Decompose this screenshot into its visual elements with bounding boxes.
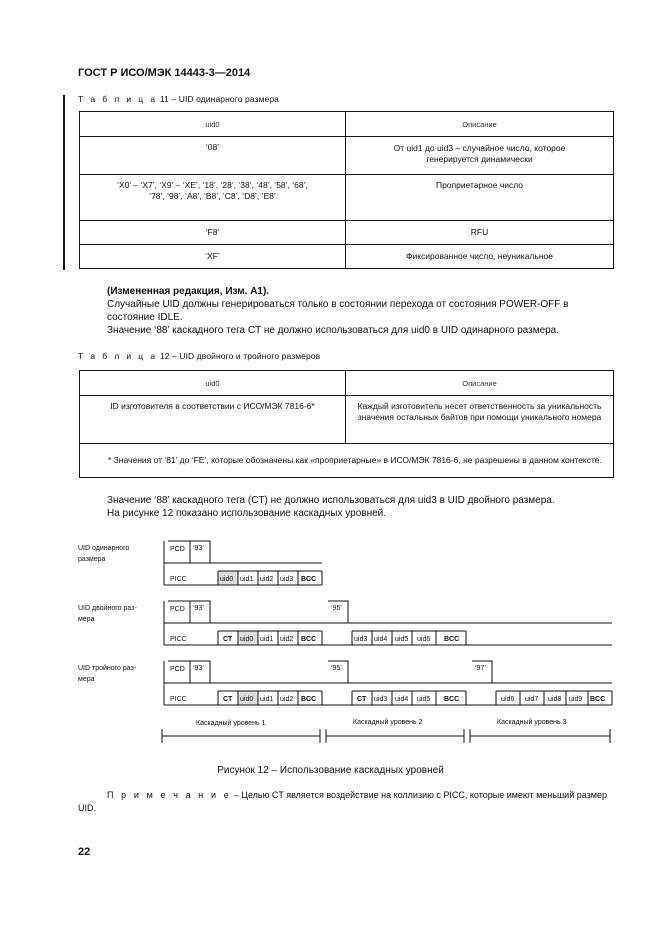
bcc-byte: BCC bbox=[301, 636, 317, 643]
bcc-byte: BCC bbox=[301, 576, 317, 583]
sel-code: ‘95’ bbox=[331, 665, 342, 672]
table11-caption: Т а б л и ц а 11 – UID одинарного размера bbox=[78, 94, 280, 104]
amendment-note: (Измененная редакция, Изм. А1). bbox=[107, 286, 270, 297]
pcd-label: PCD bbox=[170, 606, 185, 613]
paragraph-text: Случайные UID должны генерироваться только в состоянии перехода от состояния POWER-OFF в состояние IDLE. bbox=[107, 299, 569, 323]
uid-byte: uid6 bbox=[501, 696, 515, 703]
sel-code: ‘93’ bbox=[193, 665, 204, 672]
sel-code: ‘93’ bbox=[193, 545, 204, 552]
cascade-level-3-label: Каскадный уровень 3 bbox=[497, 719, 567, 726]
table11-header-desc: Описание bbox=[346, 112, 614, 137]
table-cell: RFU bbox=[346, 221, 614, 245]
table-cell: От uid1 до uid3 – случайное число, которое генерируется динамически bbox=[346, 137, 614, 175]
table12-header-desc: Описание bbox=[346, 371, 614, 396]
label-double-size: UID двойного раз- bbox=[78, 605, 137, 612]
table-cell: ID изготовителя в соответствии с ИСО/МЭК 7816-6* bbox=[80, 396, 346, 444]
label-triple-size: UID тройного раз- bbox=[78, 665, 137, 672]
uid-byte: uid6 bbox=[417, 636, 431, 643]
sel-code: ‘95’ bbox=[331, 605, 342, 612]
sel-code: ‘93’ bbox=[193, 605, 204, 612]
uid-byte: uid2 bbox=[280, 636, 294, 643]
pcd-label: PCD bbox=[170, 546, 185, 553]
uid-byte: uid1 bbox=[260, 636, 274, 643]
uid-byte: uid0 bbox=[220, 576, 234, 583]
table-footnote: * Значения от ‘81’ до ‘FE’, которые обозначены как «проприетарные» в ИСО/МЭК 7816-6, не разрешены в данном контексте. bbox=[80, 444, 614, 478]
uid-byte: uid8 bbox=[548, 696, 562, 703]
bcc-byte: BCC bbox=[444, 636, 460, 643]
table-cell: Фиксированное число, неуникальное bbox=[346, 245, 614, 269]
table11-header-uid0: uid0 bbox=[80, 112, 346, 137]
ct-byte: CT bbox=[223, 696, 233, 703]
table-cell: ‘08’ bbox=[80, 137, 346, 175]
paragraph-text: Значение ‘88’ каскадного тега (CT) не должно использоваться для uid3 в UID двойного размера. bbox=[107, 495, 555, 506]
table-cell: ‘F8’ bbox=[80, 221, 346, 245]
uid-byte: uid7 bbox=[525, 696, 539, 703]
uid-byte: uid2 bbox=[280, 696, 294, 703]
uid-byte: uid0 bbox=[240, 636, 254, 643]
label-single-size: размера bbox=[78, 556, 106, 563]
table-cell: ‘XF’ bbox=[80, 245, 346, 269]
uid-byte: uid3 bbox=[374, 696, 388, 703]
bcc-byte: BCC bbox=[590, 696, 606, 703]
uid-byte: uid5 bbox=[395, 636, 409, 643]
table-cell: Каждый изготовитель несет ответственность за уникальность значения остальных байтов при помощи уникального номера bbox=[346, 396, 614, 444]
paragraph-text: На рисунке 12 показано использование каскадных уровней. bbox=[107, 508, 387, 519]
uid-byte: uid5 bbox=[417, 696, 431, 703]
document-header: ГОСТ Р ИСО/МЭК 14443-3—2014 bbox=[78, 67, 251, 79]
paragraph-text: Значение ‘88’ каскадного тега CT не должно использоваться для uid0 в UID одинарного размера. bbox=[107, 325, 560, 336]
cascade-level-1-label: Каскадный уровень 1 bbox=[196, 720, 266, 727]
picc-label: PICC bbox=[170, 636, 187, 643]
cascade-level-2-label: Каскадный уровень 2 bbox=[353, 719, 423, 726]
uid-byte: uid2 bbox=[260, 576, 274, 583]
page-number: 22 bbox=[78, 846, 91, 858]
uid-byte: uid4 bbox=[395, 696, 409, 703]
pcd-label: PCD bbox=[170, 666, 185, 673]
note: П р и м е ч а н и е – Целью CT является воздействие на коллизию с PICC, которые имеют меньший размер UID. bbox=[78, 790, 607, 813]
label-double-size: мера bbox=[78, 616, 95, 623]
uid-byte: uid4 bbox=[374, 636, 388, 643]
table-cell: ‘X0’ – ‘X7’, ‘X9’ – ‘XE’, ‘18’, ‘28’, ‘38’, ‘48’, ‘58’, ‘68’, ‘78’, ‘98’, ‘A8’, ‘B8’, ‘C8’, ‘D8’, ‘E8’ bbox=[80, 175, 346, 221]
picc-label: PICC bbox=[170, 696, 187, 703]
bcc-byte: BCC bbox=[301, 696, 317, 703]
uid-byte: uid9 bbox=[569, 696, 583, 703]
uid-byte: uid1 bbox=[260, 696, 274, 703]
figure-caption: Рисунок 12 – Использование каскадных уровней bbox=[217, 765, 444, 776]
table12-header-uid0: uid0 bbox=[80, 371, 346, 396]
ct-byte: CT bbox=[357, 696, 367, 703]
picc-label: PICC bbox=[170, 576, 187, 583]
label-triple-size: мера bbox=[78, 676, 95, 683]
uid-byte: uid3 bbox=[354, 636, 368, 643]
uid-byte: uid3 bbox=[280, 576, 294, 583]
uid-byte: uid1 bbox=[240, 576, 254, 583]
sel-code: ‘97’ bbox=[475, 665, 486, 672]
ct-byte: CT bbox=[223, 636, 233, 643]
bcc-byte: BCC bbox=[444, 696, 460, 703]
table-cell: Проприетарное число bbox=[346, 175, 614, 221]
table12-caption: Т а б л и ц а 12 – UID двойного и тройного размеров bbox=[78, 351, 321, 361]
uid-byte: uid0 bbox=[240, 696, 254, 703]
label-single-size: UID одинарного bbox=[78, 545, 130, 552]
